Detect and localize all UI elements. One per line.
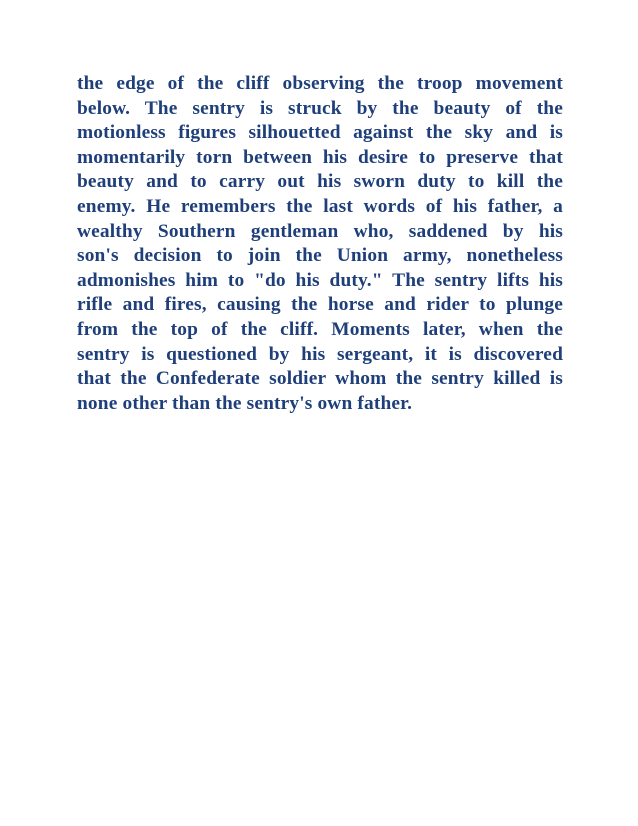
paragraph-line: wealthy Southern gentleman who, saddened by his: [77, 220, 563, 242]
paragraph-line: sentry is questioned by his sergeant, it is discovered: [77, 343, 563, 365]
paragraph-line: momentarily torn between his desire to preserve that: [77, 146, 563, 168]
paragraph-line: from the top of the cliff. Moments later, when the: [77, 318, 563, 340]
paragraph-line: the edge of the cliff observing the troop movement: [77, 73, 563, 94]
paragraph-line: beauty and to carry out his sworn duty to kill the: [77, 171, 563, 193]
paragraph-line: that the Confederate soldier whom the sentry killed is: [77, 368, 563, 390]
paragraph-line: below. The sentry is struck by the beauty of the: [77, 97, 563, 119]
paragraph-line: motionless figures silhouetted against the sky and is: [77, 122, 563, 144]
paragraph-line: rifle and fires, causing the horse and rider to plunge: [77, 294, 563, 316]
body-paragraph: [77, 72, 563, 416]
paragraph-line: son's decision to join the Union army, nonetheless: [77, 245, 563, 267]
paragraph-line: enemy. He remembers the last words of his father, a: [77, 195, 563, 217]
paragraph-line: none other than the sentry's own father.: [77, 392, 413, 414]
paragraph-line: admonishes him to "do his duty." The sentry lifts his: [77, 269, 563, 291]
